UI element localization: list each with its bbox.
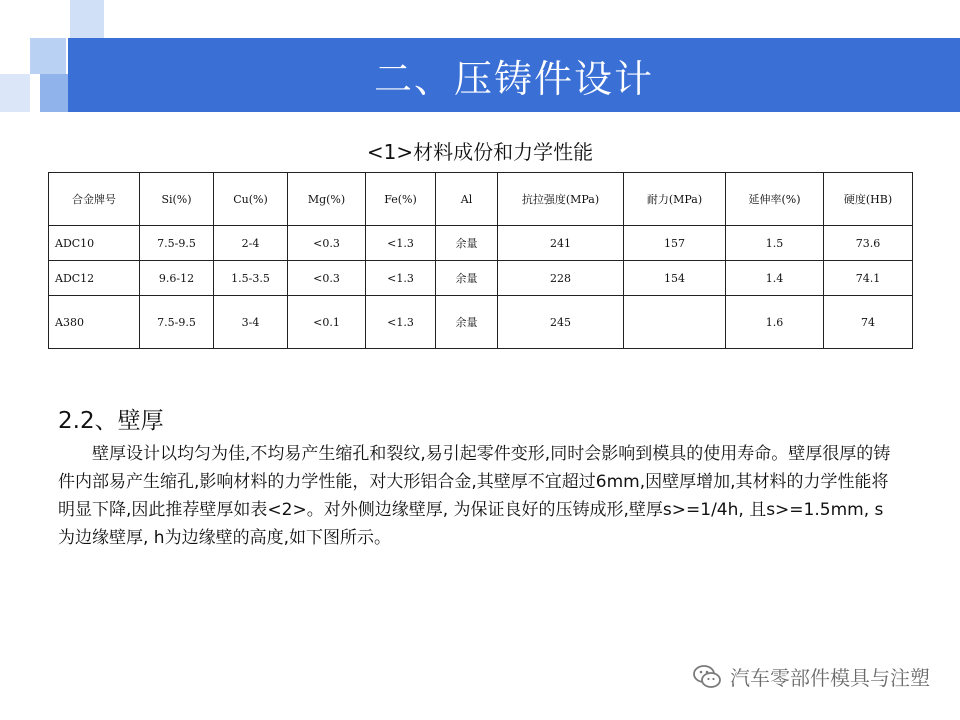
table-cell: <0.3 bbox=[288, 226, 366, 261]
table-header-row bbox=[49, 173, 913, 226]
column-header: 抗拉强度(MPa) bbox=[498, 173, 624, 226]
table-cell: A380 bbox=[49, 296, 140, 349]
column-header: 耐力(MPa) bbox=[624, 173, 726, 226]
table-cell: 73.6 bbox=[824, 226, 913, 261]
table-cell: 245 bbox=[498, 296, 624, 349]
material-properties-table bbox=[48, 172, 913, 349]
table-cell: 74 bbox=[824, 296, 913, 349]
table-cell: 余量 bbox=[436, 261, 498, 296]
table-cell: <1.3 bbox=[366, 296, 436, 349]
table-cell: 7.5-9.5 bbox=[140, 296, 214, 349]
wechat-icon bbox=[692, 664, 722, 690]
table-cell: 241 bbox=[498, 226, 624, 261]
column-header: Si(%) bbox=[140, 173, 214, 226]
table-cell: 228 bbox=[498, 261, 624, 296]
table-cell: 余量 bbox=[436, 296, 498, 349]
column-header: Al bbox=[436, 173, 498, 226]
table-cell bbox=[624, 296, 726, 349]
table-row bbox=[49, 261, 913, 296]
column-header: 延伸率(%) bbox=[726, 173, 824, 226]
watermark bbox=[692, 662, 930, 691]
decor-square bbox=[30, 38, 66, 74]
table-row bbox=[49, 226, 913, 261]
table-cell: 9.6-12 bbox=[140, 261, 214, 296]
table-cell: <1.3 bbox=[366, 226, 436, 261]
table-cell: 154 bbox=[624, 261, 726, 296]
column-header: Fe(%) bbox=[366, 173, 436, 226]
table-cell: ADC10 bbox=[49, 226, 140, 261]
table-cell: ADC12 bbox=[49, 261, 140, 296]
table-cell: <0.3 bbox=[288, 261, 366, 296]
table-cell: 1.4 bbox=[726, 261, 824, 296]
table-cell: 1.6 bbox=[726, 296, 824, 349]
column-header: 硬度(HB) bbox=[824, 173, 913, 226]
column-header: 合金牌号 bbox=[49, 173, 140, 226]
table-cell: 157 bbox=[624, 226, 726, 261]
table-cell: <1.3 bbox=[366, 261, 436, 296]
slide-title: 二、压铸件设计 bbox=[373, 56, 654, 101]
table-cell: <0.1 bbox=[288, 296, 366, 349]
decor-square bbox=[0, 74, 30, 112]
section-heading: 2.2、壁厚 bbox=[58, 408, 164, 434]
table-cell: 1.5 bbox=[726, 226, 824, 261]
table-row bbox=[49, 296, 913, 349]
column-header: Mg(%) bbox=[288, 173, 366, 226]
watermark-text: 汽车零部件模具与注塑 bbox=[730, 666, 930, 690]
table-cell: 7.5-9.5 bbox=[140, 226, 214, 261]
table-cell: 74.1 bbox=[824, 261, 913, 296]
table-cell: 3-4 bbox=[214, 296, 288, 349]
table-caption: <1>材料成份和力学性能 bbox=[366, 140, 594, 164]
table-cell: 2-4 bbox=[214, 226, 288, 261]
column-header: Cu(%) bbox=[214, 173, 288, 226]
body-paragraph: 壁厚设计以均匀为佳,不均易产生缩孔和裂纹,易引起零件变形,同时会影响到模具的使用寿命。壁厚很厚的铸件内部易产生缩孔,影响材料的力学性能，对大形铝合金,其壁厚不宜超过6mm,因壁厚增加,其材料的力学性能将明显下降,因此推荐壁厚如表<2>。对外侧边缘壁厚, 为保证良好的压铸成形,壁厚s>=1/4h, 且s>=1.5mm, s为边缘壁厚, h为边缘壁的高度,如下图所示。 bbox=[58, 444, 891, 548]
table-cell: 1.5-3.5 bbox=[214, 261, 288, 296]
table-cell: 余量 bbox=[436, 226, 498, 261]
decor-square bbox=[40, 74, 68, 112]
